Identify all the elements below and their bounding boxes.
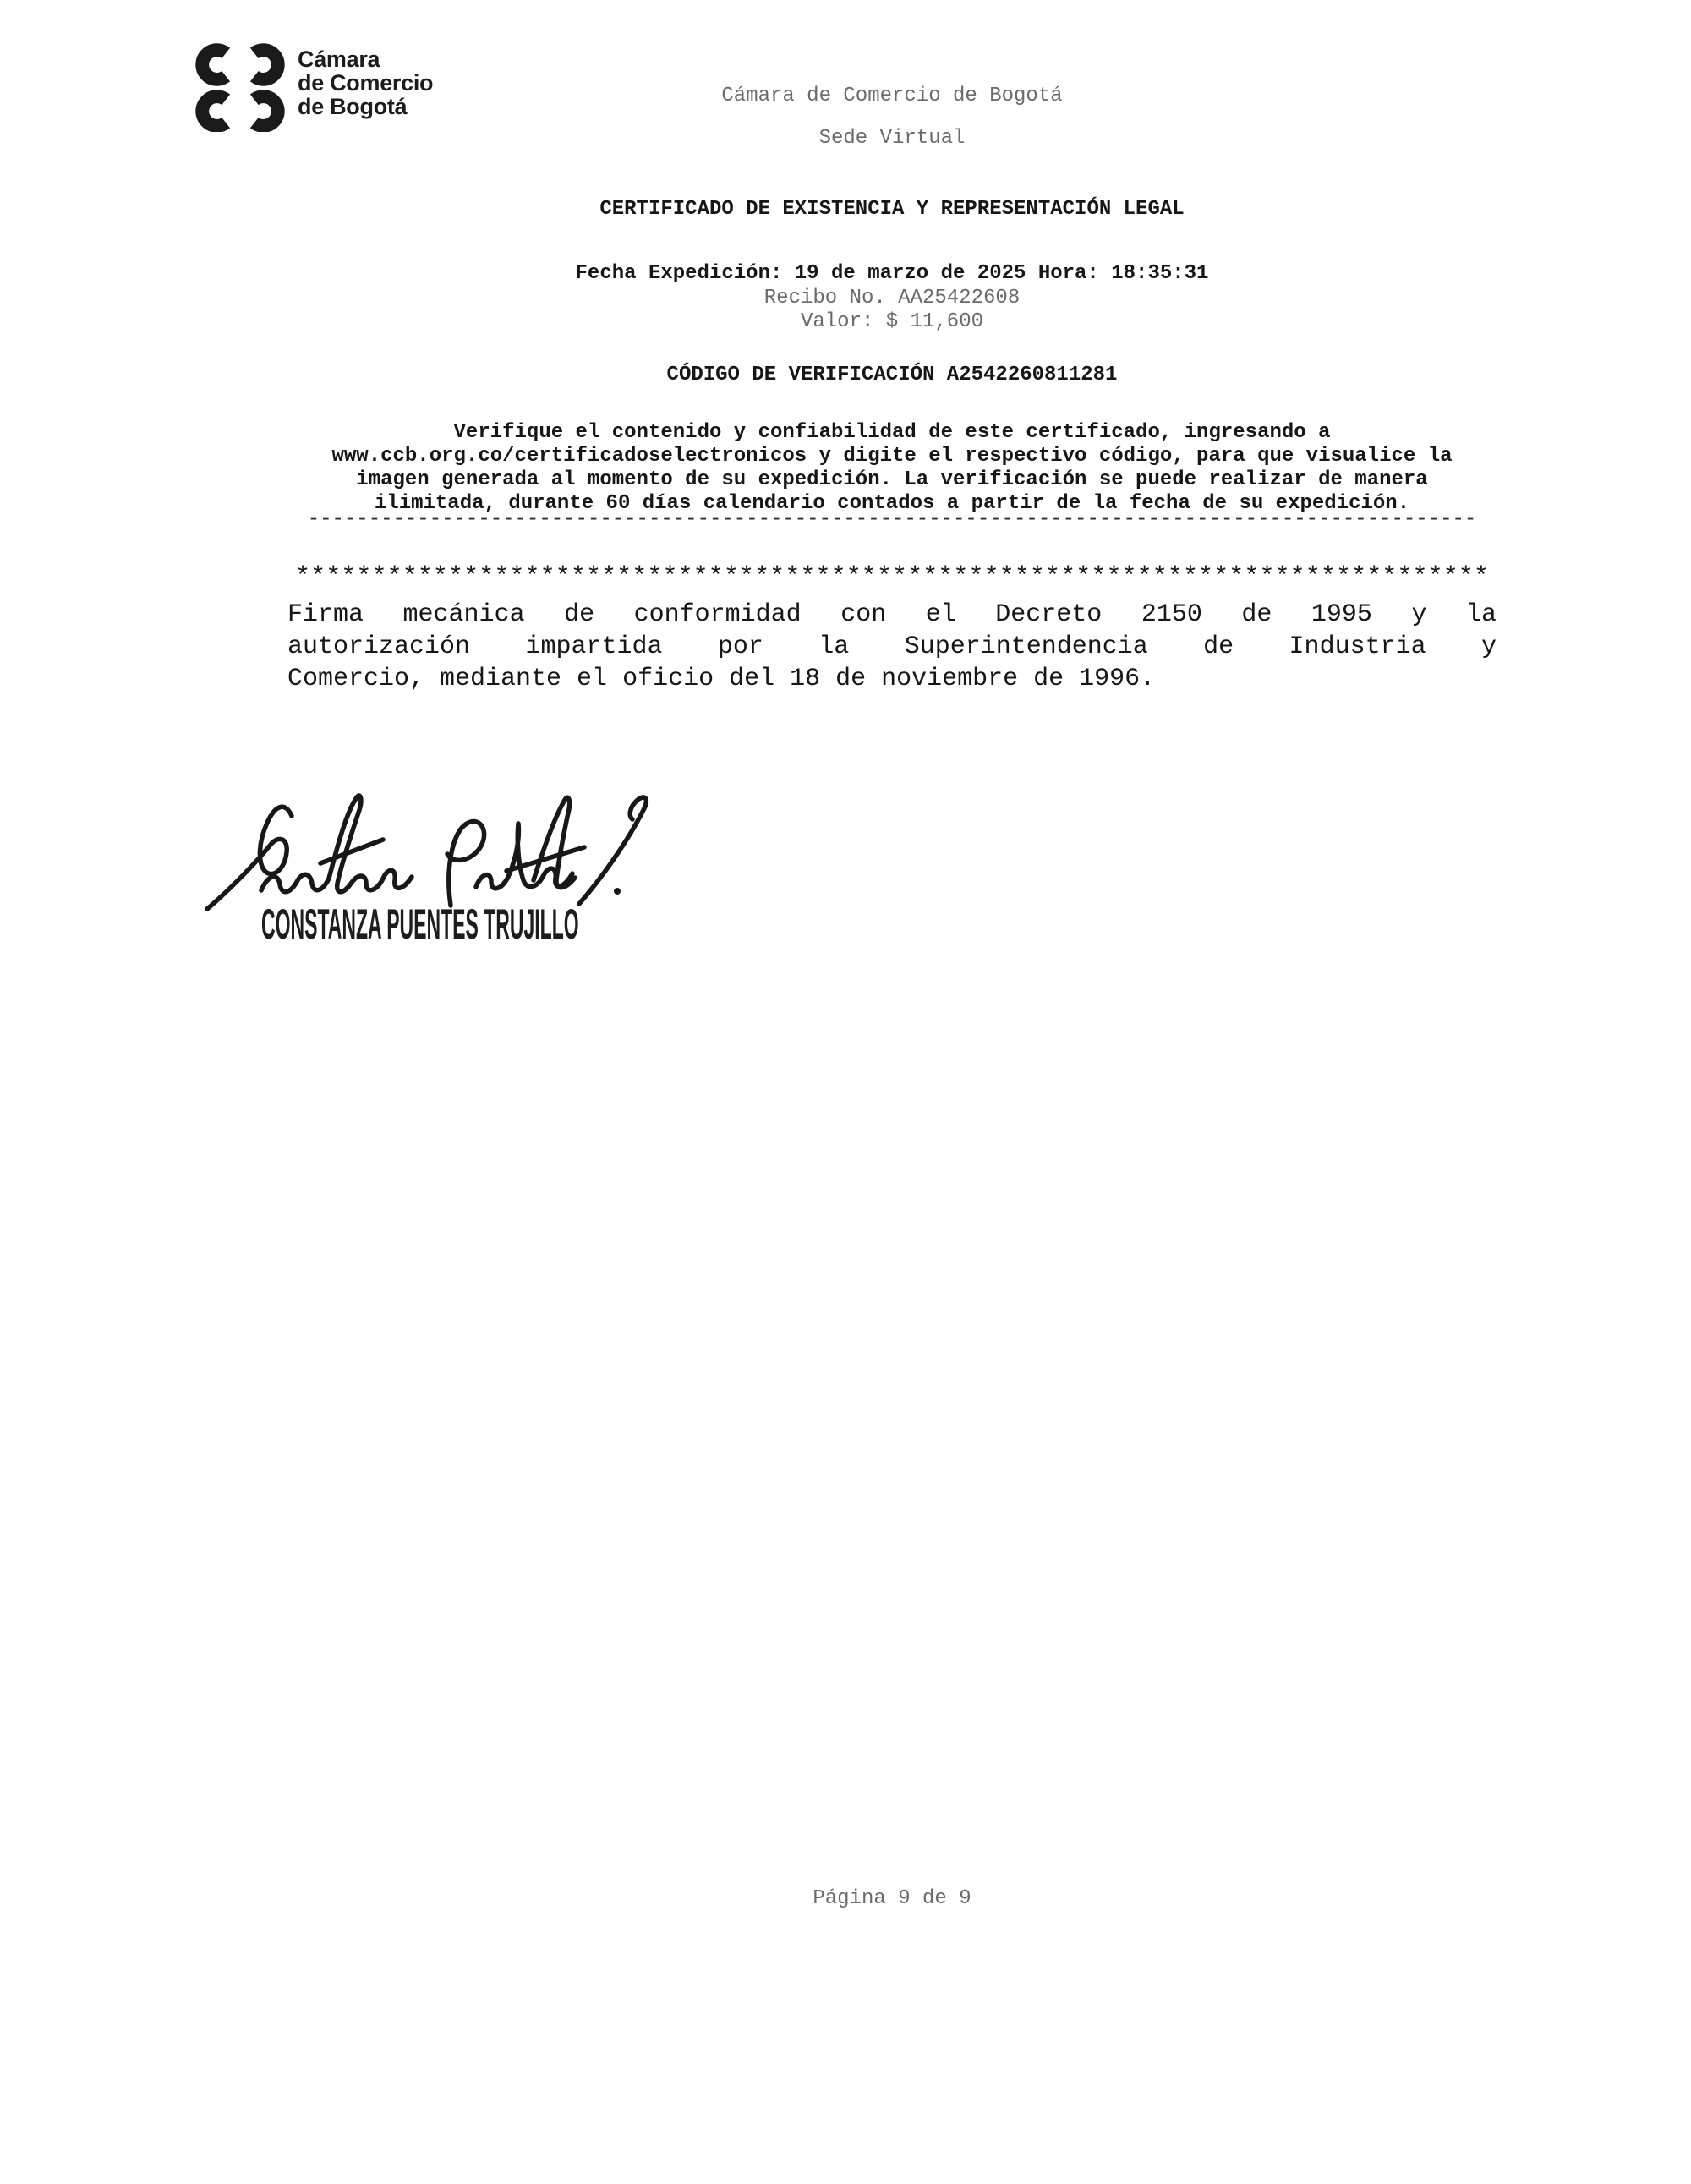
logo-wordmark-line: de Bogotá xyxy=(298,94,408,119)
legal-note-line: autorización impartida por la Superintendencia de Industria y xyxy=(287,632,1497,661)
verification-note-line: Verifique el contenido y confiabilidad de este certificado, ingresando a xyxy=(453,421,1331,444)
receipt-number-line: Recibo No. AA25422608 xyxy=(763,287,1021,309)
issue-date-line: Fecha Expedición: 19 de marzo de 2025 Hora: 18:35:31 xyxy=(575,262,1209,285)
verification-note-line: ilimitada, durante 60 días calendario contados a partir de la fecha de su expedición. xyxy=(374,492,1410,515)
header-org-name: Cámara de Comercio de Bogotá xyxy=(721,85,1063,107)
certificate-title: CERTIFICADO DE EXISTENCIA Y REPRESENTACIÓN LEGAL xyxy=(599,198,1185,221)
dashed-divider: ------------------------------------------------------------------------------------------------ xyxy=(307,508,1477,531)
signature-block xyxy=(197,764,679,920)
verification-note-line: www.ccb.org.co/certificadoselectronicos y digite el respectivo código, para que visualice la xyxy=(331,445,1453,468)
logo-wordmark-line: Cámara xyxy=(298,47,380,72)
verification-note-line: imagen generada al momento de su expedición. La verificación se puede realizar de manera xyxy=(356,468,1428,491)
asterisk-divider: ****************************************************************************** xyxy=(294,563,1490,592)
logo-wordmark-line: de Comercio xyxy=(298,70,434,96)
value-line: Valor: $ 11,600 xyxy=(800,310,984,333)
signature-scribble-icon xyxy=(197,764,679,920)
ccb-logo xyxy=(194,42,287,134)
verification-code-line: CÓDIGO DE VERIFICACIÓN A2542260811281 xyxy=(666,364,1118,386)
verification-note xyxy=(287,421,1497,516)
ccb-logo-icon xyxy=(194,42,286,132)
header-office: Sede Virtual xyxy=(818,127,966,150)
signer-name: CONSTANZA PUENTES TRUJILLO xyxy=(261,900,579,948)
legal-note-line: Comercio, mediante el oficio del 18 de noviembre de 1996. xyxy=(287,665,1156,693)
legal-note-line: Firma mecánica de conformidad con el Decreto 2150 de 1995 y la xyxy=(287,600,1497,629)
page-indicator: Página 9 de 9 xyxy=(813,1887,971,1910)
